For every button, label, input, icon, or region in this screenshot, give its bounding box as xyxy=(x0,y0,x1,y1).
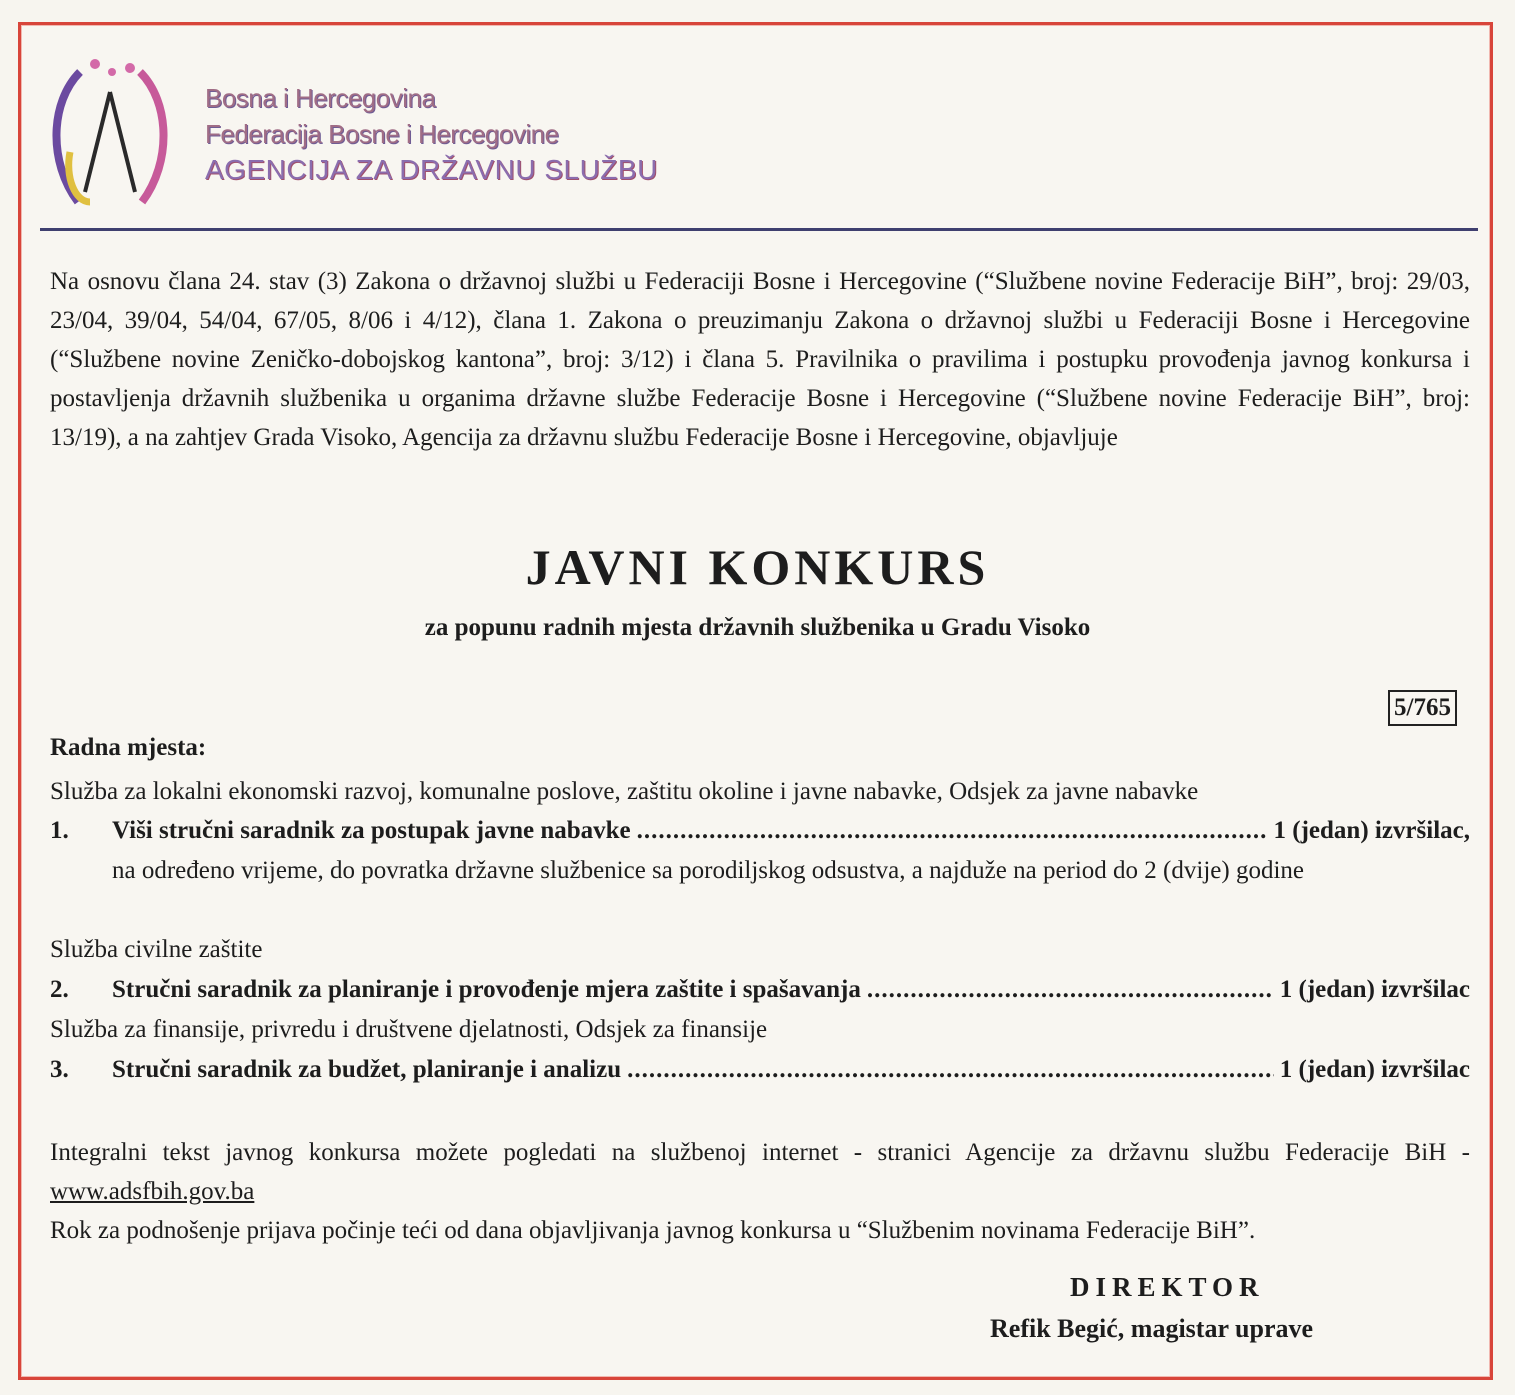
federation-name: Federacija Bosne i Hercegovine xyxy=(205,119,559,149)
position-item xyxy=(50,811,1470,850)
leader-dots xyxy=(627,1050,1274,1089)
leader-dots xyxy=(637,811,1268,850)
deadline-text: Rok za podnošenje prijava počinje teći od dana objavljivanja javnog konkursa u “Službenim novinama Federacije BiH”. xyxy=(50,1217,1256,1244)
intro-paragraph: Na osnovu člana 24. stav (3) Zakona o državnoj službi u Federaciji Bosne i Hercegovine (“Službene novine Federacije BiH”, broj: 29/03, 23/04, 39/04, 54/04, 67/05, 8/06 i 4/12), člana 1. Zakona o preuzimanju Zakona o državnoj službi u Federaciji Bosne i Hercegovine (“Službene novine Zeničko-dobojskog kantona”, broj: 3/12) i člana 5. Pravilnika o pravilima i postupku provođenja javnog konkursa i postavljenja državnih službenika u organima državne službe Federacije Bosne i Hercegovine (“Službene novine Federacije BiH”, broj: 13/19), a na zahtjev Grada Visoko, Agencija za državnu službu Federacije Bosne i Hercegovine, objavljuje xyxy=(50,268,1470,451)
position-title: Viši stručni saradnik za postupak javne nabavke xyxy=(112,817,631,844)
agency-name xyxy=(205,80,658,188)
agency-title: AGENCIJA ZA DRŽAVNU SLUŽBU xyxy=(205,154,658,185)
signature-role: DIREKTOR xyxy=(1070,1272,1265,1302)
page-title: JAVNI KONKURS xyxy=(525,539,990,595)
position-title: Stručni saradnik za planiranje i provođenje mjera zaštite i spašavanja xyxy=(112,976,861,1003)
position-number: 1. xyxy=(50,817,69,844)
closing-paragraph xyxy=(50,1133,1470,1250)
section-label: Služba civilne zaštite xyxy=(50,936,263,963)
position-item xyxy=(50,970,1470,1009)
country-name: Bosna i Hercegovina xyxy=(205,83,436,113)
section-label: Služba za lokalni ekonomski razvoj, komunalne poslove, zaštitu okoline i javne nabavke, Odsjek za javne nabavke xyxy=(50,778,1199,805)
reference-number: 5/765 xyxy=(1388,690,1457,726)
position-note: na određeno vrijeme, do povratka državne službenice sa porodiljskog odsustva, a najduže na period do 2 (dvije) godine xyxy=(112,857,1304,884)
leader-dots xyxy=(867,970,1274,1009)
agency-website-link[interactable]: www.adsfbih.gov.ba xyxy=(50,1178,255,1205)
closing-text: Integralni tekst javnog konkursa možete pogledati na službenoj internet - stranici Agencije za državnu službu Federacije BiH - xyxy=(50,1139,1470,1166)
section-label: Služba za finansije, privredu i društvene djelatnosti, Odsjek za finansije xyxy=(50,1016,768,1043)
header xyxy=(40,52,780,222)
position-title: Stručni saradnik za budžet, planiranje i analizu xyxy=(112,1056,622,1083)
position-count: 1 (jedan) izvršilac, xyxy=(1273,817,1470,844)
position-count: 1 (jedan) izvršilac xyxy=(1279,1056,1470,1083)
header-divider xyxy=(40,228,1478,231)
signature-name: Refik Begić, magistar uprave xyxy=(990,1314,1314,1343)
positions-heading: Radna mjesta: xyxy=(50,734,207,761)
agency-logo-icon xyxy=(40,52,180,212)
position-number: 3. xyxy=(50,1056,69,1083)
position-count: 1 (jedan) izvršilac xyxy=(1279,976,1470,1003)
position-number: 2. xyxy=(50,976,69,1003)
position-item xyxy=(50,1050,1470,1089)
page-subtitle: za popunu radnih mjesta državnih službenika u Gradu Visoko xyxy=(424,614,1091,641)
